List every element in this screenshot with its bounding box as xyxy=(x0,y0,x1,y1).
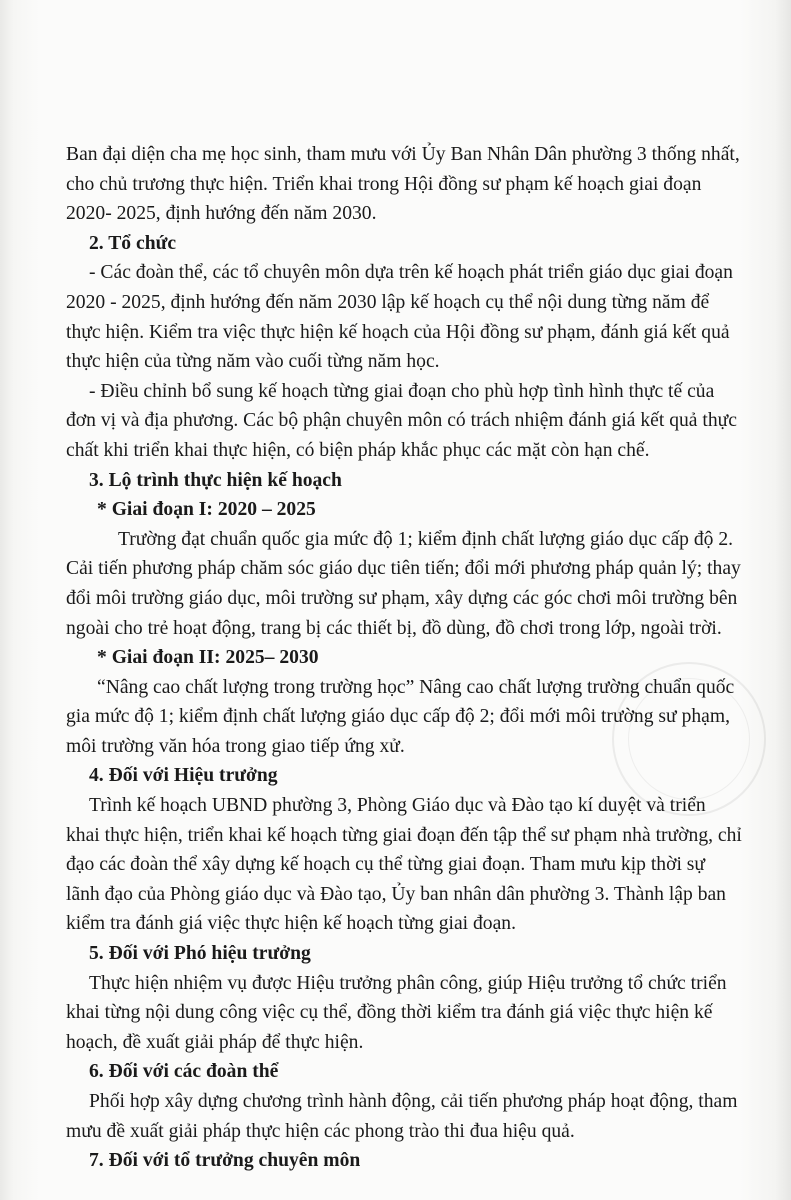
paragraph-giai-doan-1: Trường đạt chuẩn quốc gia mức độ 1; kiểm định chất lượng giáo dục cấp độ 2. Cải tiến phương pháp chăm sóc giáo dục tiên tiến; đổi mới phương pháp quản lý; thay đổi môi trường giáo dục, môi trường sư phạm, xây dựng các góc chơi môi trường bên ngoài cho trẻ hoạt động, trang bị các thiết bị, đồ dùng, đồ chơi trong lớp, ngoài trời. xyxy=(66,528,741,639)
document-body xyxy=(66,140,742,1176)
heading-giai-doan-1: * Giai đoạn I: 2020 – 2025 xyxy=(97,499,316,521)
heading-to-chuc: 2. Tổ chức xyxy=(89,232,177,254)
paragraph-to-chuc-1: - Các đoàn thể, các tổ chuyên môn dựa trên kế hoạch phát triển giáo dục giai đoạn 2020 - 2025, định hướng đến năm 2030 lập kế hoạch cụ thể nội dung từng năm để thực hiện. Kiểm tra việc thực hiện kế hoạch của Hội đồng sư phạm, đánh giá kết quả thực hiện của từng năm vào cuối từng năm học. xyxy=(66,262,733,373)
heading-lo-trinh: 3. Lộ trình thực hiện kế hoạch xyxy=(89,469,342,491)
heading-giai-doan-2: * Giai đoạn II: 2025– 2030 xyxy=(97,647,319,669)
heading-pho-hieu-truong: 5. Đối với Phó hiệu trưởng xyxy=(89,943,311,965)
paragraph-pho-hieu-truong: Thực hiện nhiệm vụ được Hiệu trưởng phân công, giúp Hiệu trưởng tổ chức triển khai từng nội dung công việc cụ thể, đồng thời kiểm tra đánh giá việc thực hiện kế hoạch, đề xuất giải pháp để thực hiện. xyxy=(66,972,727,1053)
paragraph-to-chuc-2: - Điều chỉnh bổ sung kế hoạch từng giai đoạn cho phù hợp tình hình thực tế của đơn vị và địa phương. Các bộ phận chuyên môn có trách nhiệm đánh giá kết quả thực chất khi triển khai thực hiện, có biện pháp khắc phục các mặt còn hạn chế. xyxy=(66,380,737,461)
paragraph-intro-continuation: Ban đại diện cha mẹ học sinh, tham mưu với Ủy Ban Nhân Dân phường 3 thống nhất, cho chủ trương thực hiện. Triển khai trong Hội đồng sư phạm kế hoạch giai đoạn 2020- 2025, định hướng đến năm 2030. xyxy=(66,144,740,225)
paragraph-giai-doan-2: “Nâng cao chất lượng trong trường học” Nâng cao chất lượng trường chuẩn quốc gia mức độ 1; kiểm định chất lượng giáo dục cấp độ 2; đổi mới môi trường sư phạm, môi trường văn hóa trong giao tiếp ứng xử. xyxy=(66,676,735,757)
paragraph-doan-the: Phối hợp xây dựng chương trình hành động, cải tiến phương pháp hoạt động, tham mưu đề xuất giải pháp thực hiện các phong trào thi đua hiệu quả. xyxy=(66,1091,738,1142)
paragraph-hieu-truong: Trình kế hoạch UBND phường 3, Phòng Giáo dục và Đào tạo kí duyệt và triển khai thực hiện, triển khai kế hoạch từng giai đoạn đến tập thể sư phạm nhà trường, chỉ đạo các đoàn thể xây dựng kế hoạch cụ thể từng giai đoạn. Tham mưu kịp thời sự lãnh đạo của Phòng giáo dục và Đào tạo, Ủy ban nhân dân phường 3. Thành lập ban kiểm tra đánh giá việc thực hiện kế hoạch từng giai đoạn. xyxy=(66,795,742,935)
heading-to-truong-chuyen-mon: 7. Đối với tổ trưởng chuyên môn xyxy=(89,1150,361,1172)
heading-hieu-truong: 4. Đối với Hiệu trưởng xyxy=(89,765,278,787)
heading-doan-the: 6. Đối với các đoàn thể xyxy=(89,1061,279,1083)
